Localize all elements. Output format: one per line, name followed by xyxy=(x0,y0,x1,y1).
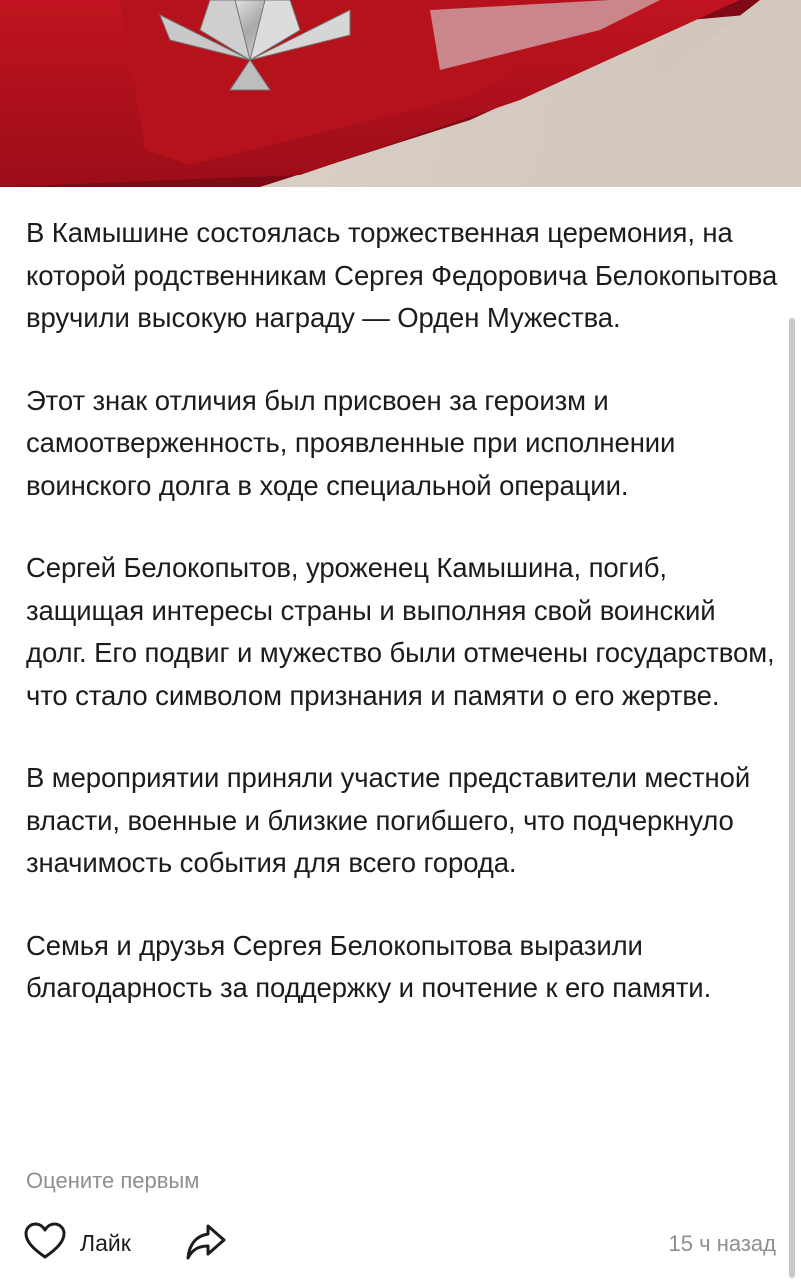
post-text xyxy=(26,212,778,1050)
share-button[interactable] xyxy=(184,1220,228,1269)
like-button[interactable] xyxy=(24,1218,131,1268)
medal-box-image xyxy=(0,0,801,187)
post-timestamp: 15 ч назад xyxy=(668,1231,776,1256)
post-photo[interactable] xyxy=(0,0,801,187)
post-paragraph: Сергей Белокопытов, уроженец Камышина, погиб, защищая интересы страны и выполняя свой воинский долг. Его подвиг и мужество были отмечены государством, что стало символом признания и памяти о его жертве. xyxy=(26,552,775,711)
like-label: Лайк xyxy=(80,1229,131,1256)
post-paragraph: В мероприятии приняли участие представители местной власти, военные и близкие погибшего, что подчеркнуло значимость события для всего города. xyxy=(26,762,751,878)
heart-icon xyxy=(24,1222,66,1265)
post-paragraph: Этот знак отличия был присвоен за героизм и самоотверженность, проявленные при исполнении воинского долга в ходе специальной операции. xyxy=(26,384,676,501)
post-paragraph: В Камышине состоялась торжественная церемония, на которой родственникам Сергея Федоровича Белокопытова вручили высокую награду — Орден Мужества. xyxy=(26,217,778,333)
rate-prompt: Оцените первым xyxy=(26,1168,200,1193)
share-icon xyxy=(184,1251,228,1268)
post-actions xyxy=(24,1218,776,1268)
scrollbar[interactable] xyxy=(789,318,795,1278)
post-paragraph: Семья и друзья Сергея Белокопытова выразили благодарность за поддержку и почтение к его памяти. xyxy=(26,929,712,1003)
